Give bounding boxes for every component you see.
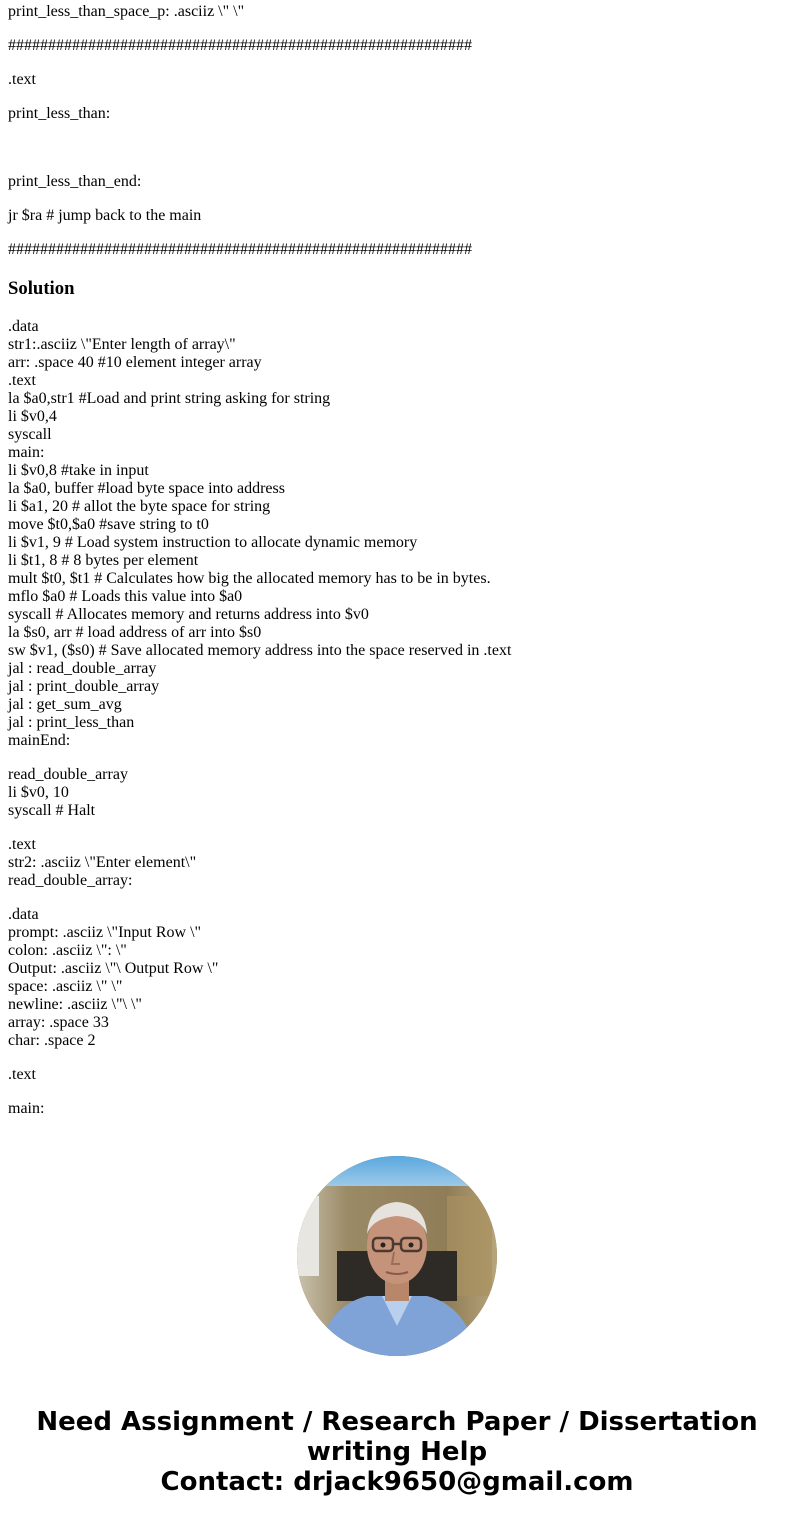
code-line: newline: .asciiz \"\ \" [8, 996, 142, 1013]
separator-line: ########################################################## [8, 37, 472, 54]
solution-code-block [8, 318, 786, 750]
promo-contact: Contact: drjack9650@gmail.com [160, 1467, 634, 1497]
code-line: .text [8, 836, 36, 853]
code-line: .data [8, 318, 39, 335]
code-line: read_double_array: [8, 872, 133, 889]
code-line: .text [8, 71, 36, 88]
code-line: str1:.asciiz \"Enter length of array\" [8, 336, 236, 353]
code-line: sw $v1, ($s0) # Save allocated memory address into the space reserved in .text [8, 642, 512, 659]
code-line: str2: .asciiz \"Enter element\" [8, 854, 197, 871]
code-line: syscall [8, 426, 52, 443]
code-line: mflo $a0 # Loads this value into $a0 [8, 588, 243, 605]
code-line: li $t1, 8 # 8 bytes per element [8, 552, 199, 569]
code-line: jr $ra # jump back to the main [8, 207, 202, 224]
code-line: li $v1, 9 # Load system instruction to allocate dynamic memory [8, 534, 418, 551]
code-label: print_less_than_end: [8, 173, 142, 190]
code-line: la $a0, buffer #load byte space into address [8, 480, 285, 497]
code-line: main: [8, 1100, 45, 1117]
solution-code-block [8, 836, 786, 890]
code-line: syscall # Allocates memory and returns address into $v0 [8, 606, 369, 623]
code-line: move $t0,$a0 #save string to t0 [8, 516, 209, 533]
avatar-portrait [297, 1156, 497, 1356]
blank-gap [8, 139, 786, 157]
code-line: li $a1, 20 # allot the byte space for string [8, 498, 271, 515]
code-line: jal : read_double_array [8, 660, 157, 677]
promo-banner [0, 1407, 794, 1497]
code-line: main: [8, 444, 45, 461]
question-code-tail [8, 3, 786, 259]
code-line: .data [8, 906, 39, 923]
code-line: prompt: .asciiz \"Input Row \" [8, 924, 202, 941]
code-line: jal : print_double_array [8, 678, 160, 695]
code-line: la $a0,str1 #Load and print string asking for string [8, 390, 331, 407]
separator-line: ########################################################## [8, 241, 472, 258]
code-line: .text [8, 372, 36, 389]
solution-code-block [8, 1100, 786, 1118]
code-line: print_less_than_space_p: .asciiz \" \" [8, 3, 245, 20]
code-line: read_double_array [8, 766, 128, 783]
code-line: .text [8, 1066, 36, 1083]
code-line: char: .space 2 [8, 1032, 96, 1049]
code-line: jal : get_sum_avg [8, 696, 122, 713]
code-line: mainEnd: [8, 732, 71, 749]
code-line: mult $t0, $t1 # Calculates how big the allocated memory has to be in bytes. [8, 570, 491, 587]
code-line: li $v0, 10 [8, 784, 69, 801]
solution-heading: Solution [8, 278, 75, 299]
code-line: array: .space 33 [8, 1014, 109, 1031]
code-line: jal : print_less_than [8, 714, 135, 731]
solution-code-block [8, 1066, 786, 1084]
code-line: li $v0,4 [8, 408, 57, 425]
code-line: space: .asciiz \" \" [8, 978, 123, 995]
solution-code-block [8, 906, 786, 1050]
code-line: la $s0, arr # load address of arr into $s0 [8, 624, 262, 641]
code-line: arr: .space 40 #10 element integer array [8, 354, 262, 371]
code-line: li $v0,8 #take in input [8, 462, 149, 479]
code-line: syscall # Halt [8, 802, 96, 819]
code-line: colon: .asciiz \": \" [8, 942, 127, 959]
document-page [0, 3, 794, 1118]
author-avatar [297, 1156, 497, 1356]
promo-line: writing Help [306, 1437, 488, 1467]
code-line: Output: .asciiz \"\ Output Row \" [8, 960, 219, 977]
solution-code-block [8, 766, 786, 820]
promo-line: Need Assignment / Research Paper / Dissertation [36, 1407, 758, 1437]
code-label: print_less_than: [8, 105, 111, 122]
